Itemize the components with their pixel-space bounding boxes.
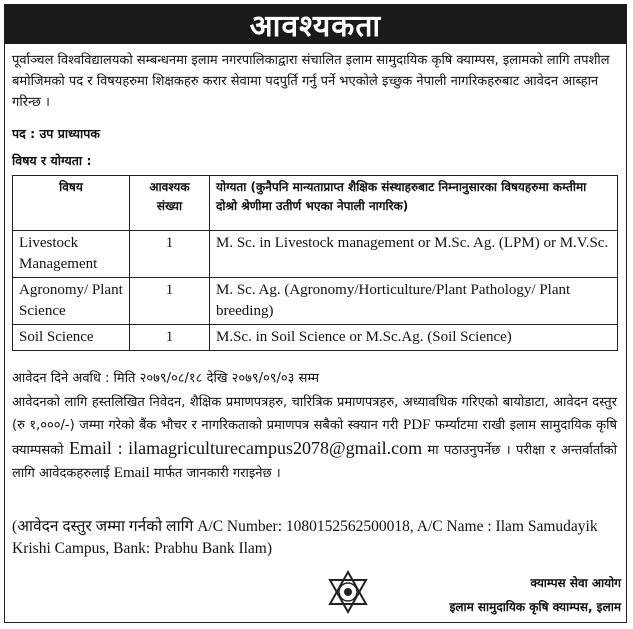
subject-heading: विषय र योग्यता : (12, 153, 92, 168)
title-bar (4, 4, 627, 44)
application-deadline: आवेदन दिने अवधि : मिति २०७९/०८/१८ देखि २०७९/०९/०३ सम्म (12, 371, 320, 386)
row-subject: Livestock Management (13, 231, 130, 278)
signature-commission: क्याम्पस सेवा आयोग (530, 576, 621, 590)
campus-seal-icon (326, 570, 370, 614)
row-qualification: M. Sc. Ag. (Agronomy/Horticulture/Plant Pathology/ Plant breeding) (210, 278, 618, 325)
email-address-link[interactable]: ilamagriculturecampus2078@gmail.com (128, 438, 423, 458)
table-row (13, 325, 618, 351)
header-subject: विषय (13, 176, 130, 231)
instructions-part4: मार्फत जानकारी गराइनेछ । (153, 466, 281, 481)
header-qualification: योग्यता (कुनैपनि मान्यताप्राप्त शैक्षिक संस्थाहरुबाट निम्नानुसारका विषयहरुमा कम्तीमा दोश्रो श्रेणीमा उतीर्ण भएका नेपाली नागरिक) (210, 176, 618, 231)
pdf-label: PDF (402, 417, 431, 433)
instructions-part2: फर्म्याटमा राखी इलाम सामुदायिक कृषि क्याम्पसको (12, 418, 617, 458)
header-required-count: आवश्यक संख्या (130, 176, 210, 231)
row-subject: Soil Science (13, 325, 130, 351)
row-count: 1 (130, 278, 210, 325)
post-line: पद : उप प्राध्यापक (12, 126, 100, 141)
notice-title: आवश्यकता (249, 8, 382, 44)
row-count: 1 (130, 231, 210, 278)
row-qualification: M. Sc. in Livestock management or M.Sc. Ag. (LPM) or M.V.Sc. (210, 231, 618, 278)
signature-campus: इलाम सामुदायिक कृषि क्याम्पस, इलाम (449, 600, 621, 614)
intro-paragraph: पूर्वाञ्चल विश्वविद्यालयको सम्बन्धनमा इलाम नगरपालिकाद्वारा संचालित इलाम सामुदायिक कृषि क्याम्पस, इलामको लागि तपशील बमोजिमको पद र विषयहरुमा शिक्षकहरु करार सेवामा पदपुर्ति गर्नु पर्ने भएकोले इच्छुक नेपाली नागरिकहरुबाट आवेदन आब्हान गरिन्छ । (12, 53, 610, 110)
instructions-paragraph (12, 392, 617, 485)
table-row (13, 278, 618, 325)
email-word: Email (113, 465, 150, 481)
account-note: (आवेदन दस्तुर जम्मा गर्नको लागि A/C Number: 1080152562500018, A/C Name : Ilam Samudayik Krishi Campus, Bank: Prabhu Bank Ilam) (12, 518, 598, 557)
table-header-row (13, 176, 618, 231)
row-subject: Agronomy/ Plant Science (13, 278, 130, 325)
requirements-table (12, 175, 618, 351)
instructions-part3: मा पठाउनुपर्नेछ । परीक्षा र अन्तर्वार्ताको लागि आवेदकहरुलाई (12, 443, 617, 481)
row-qualification: M.Sc. in Soil Science or M.Sc.Ag. (Soil Science) (210, 325, 618, 351)
email-label: Email : (68, 438, 123, 458)
table-row (13, 231, 618, 278)
instructions-part1: आवेदनको लागि हस्तलिखित निवेदन, शैक्षिक प्रमाणपत्रहरु, चारित्रिक प्रमाणपत्रहरु, अध्यावधिक गरिएको बायोडाटा, आवेदन दस्तुर (रु १,०००/-) जम्मा गरेको बैंक भौचर र नागरिकताको प्रमाणपत्र सबैको स्क्यान गरी (12, 395, 617, 433)
row-count: 1 (130, 325, 210, 351)
